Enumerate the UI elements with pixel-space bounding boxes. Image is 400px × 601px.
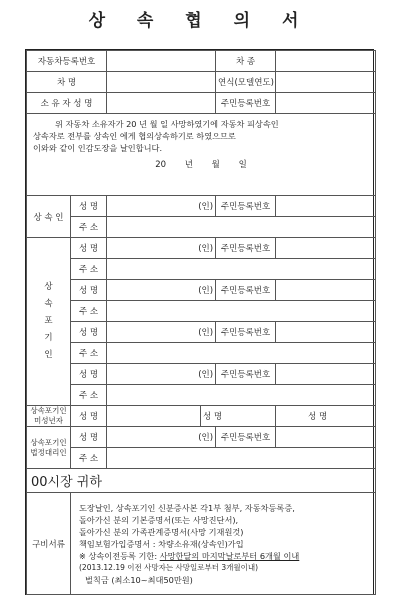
statement-date: 20 년 월 일 — [155, 160, 247, 170]
vehicle-type-label: 차 종 — [216, 51, 276, 72]
heir-name-field[interactable] — [107, 196, 216, 217]
vehicle-name-field[interactable] — [107, 72, 216, 93]
heir-resident-no-field[interactable] — [276, 196, 376, 217]
guardian-address-label: 주 소 — [71, 448, 107, 469]
co-heir-4-address-field[interactable] — [107, 385, 376, 406]
model-year-label: 연식(모델연도) — [216, 72, 276, 93]
guardian-address-field[interactable] — [107, 448, 376, 469]
co-heir-1-resident-no-label: 주민등록번호 — [216, 238, 276, 259]
co-heir-2-name-field[interactable]: (인) — [107, 280, 216, 301]
co-heir-3-name-label: 성 명 — [71, 322, 107, 343]
co-heir-1-name-field[interactable]: (인) — [107, 238, 216, 259]
co-heir-4-name-field[interactable]: (인) — [107, 364, 216, 385]
documents-list: 도장날인, 상속포기인 신분증사본 각1부 첨부, 자동차등록증, 돌아가신 분의 기본증명서(또는 사망진단서), 돌아가신 분의 가족관계증명서(사망 기재원것) 책임보험가입증명서 : 차량소유재(상속인)가입 ※ 상속이전등록 기한: 사망한달의 마지막날로부터 6개월 이내 (2013.12.19 이전 사망자는 사망일로부터 3개월이내) 벌칙금 (최소10~최대50만원) — [71, 493, 376, 595]
co-heir-4-address-label: 주 소 — [71, 385, 107, 406]
co-heir-2-address-field[interactable] — [107, 301, 376, 322]
co-heir-2-address-label: 주 소 — [71, 301, 107, 322]
co-heir-1-address-field[interactable] — [107, 259, 376, 280]
renouncing-heir-label: 상 속 포 기 인 — [27, 238, 71, 406]
heir-name-label: 성 명 — [71, 196, 107, 217]
co-heir-2-resident-no-label: 주민등록번호 — [216, 280, 276, 301]
owner-name-label: 소 유 자 성 명 — [27, 93, 107, 114]
minor-name-label-3: 성 명 — [276, 406, 376, 427]
co-heir-3-resident-no-field[interactable] — [276, 322, 376, 343]
statement-line-2: 상속자로 전부를 상속인 에게 협의상속하기로 하였으므로 — [33, 131, 236, 141]
heir-address-field[interactable] — [107, 217, 376, 238]
guardian-resident-no-field[interactable] — [276, 427, 376, 448]
minor-name-label: 성 명 — [71, 406, 107, 427]
deadline-note: 사망한달의 마지막날로부터 6개월 이내 — [159, 550, 300, 561]
model-year-field[interactable] — [276, 72, 376, 93]
co-heir-3-address-field[interactable] — [107, 343, 376, 364]
owner-resident-no-label: 주민등록번호 — [216, 93, 276, 114]
seal-mark: (인) — [198, 202, 214, 212]
vehicle-name-label: 차 명 — [27, 72, 107, 93]
addressee: 00시장 귀하 — [27, 469, 376, 493]
guardian-name-label: 성 명 — [71, 427, 107, 448]
minor-label: 상속포기인 미성년자 — [27, 406, 71, 427]
inheritance-agreement-form — [25, 49, 374, 595]
form-title: 상 속 협 의 서 — [88, 11, 312, 31]
co-heir-3-address-label: 주 소 — [71, 343, 107, 364]
statement-block — [27, 114, 376, 196]
co-heir-2-resident-no-field[interactable] — [276, 280, 376, 301]
owner-name-field[interactable] — [107, 93, 216, 114]
co-heir-2-name-label: 성 명 — [71, 280, 107, 301]
vehicle-type-field[interactable] — [276, 51, 376, 72]
co-heir-4-resident-no-label: 주민등록번호 — [216, 364, 276, 385]
heir-label: 상 속 인 — [27, 196, 71, 238]
minor-name-label-2: 성 명 — [201, 406, 276, 427]
co-heir-1-resident-no-field[interactable] — [276, 238, 376, 259]
statement-line-3: 이와와 같이 인감도장을 날인합니다. — [33, 143, 163, 153]
heir-resident-no-label: 주민등록번호 — [216, 196, 276, 217]
co-heir-1-name-label: 성 명 — [71, 238, 107, 259]
co-heir-1-address-label: 주 소 — [71, 259, 107, 280]
co-heir-3-resident-no-label: 주민등록번호 — [216, 322, 276, 343]
guardian-label: 상속포기인 법정대리인 — [27, 427, 71, 469]
co-heir-3-name-field[interactable]: (인) — [107, 322, 216, 343]
minor-name-field[interactable] — [107, 406, 201, 427]
co-heir-4-resident-no-field[interactable] — [276, 364, 376, 385]
guardian-resident-no-label: 주민등록번호 — [216, 427, 276, 448]
owner-resident-no-field[interactable] — [276, 93, 376, 114]
vehicle-reg-no-field[interactable] — [107, 51, 216, 72]
heir-address-label: 주 소 — [71, 217, 107, 238]
co-heir-4-name-label: 성 명 — [71, 364, 107, 385]
documents-label: 구비서류 — [27, 493, 71, 595]
guardian-name-field[interactable]: (인) — [107, 427, 216, 448]
vehicle-reg-no-label: 자동차등록번호 — [27, 51, 107, 72]
statement-line-1: 위 자동차 소유자가 20 년 월 일 사망하였기에 자동차 피상속인 — [55, 119, 279, 129]
